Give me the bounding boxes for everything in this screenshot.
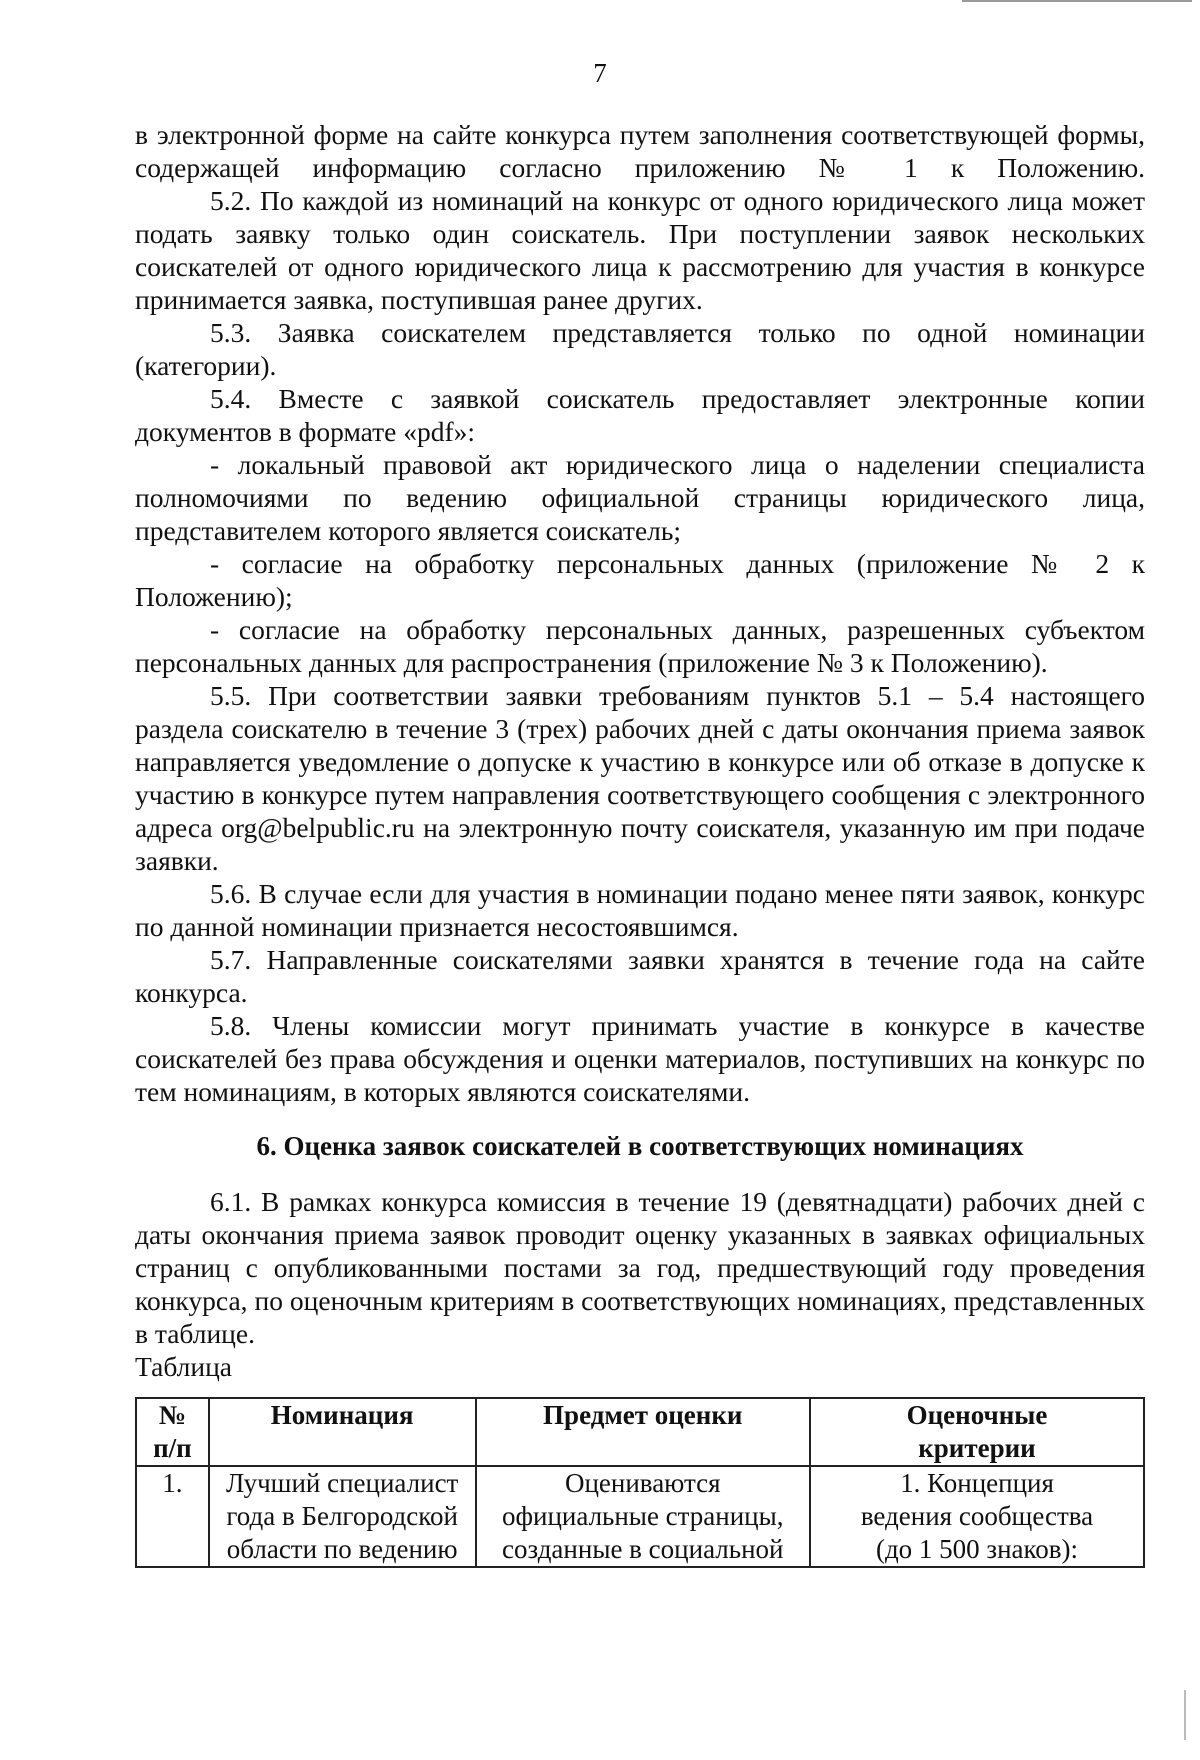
- table-header-row: [136, 1398, 1144, 1466]
- paragraph-5-8: 5.8. Члены комиссии могут принимать участие в конкурсе в качестве соискателей без права обсуждения и оценки материалов, поступивших на конкурс по тем номинациям, в которых являются соискателями.: [135, 1010, 1145, 1107]
- header-criteria: [810, 1398, 1144, 1466]
- criteria-line: 1. Концепция: [900, 1468, 1054, 1498]
- paragraph-5-6: 5.6. В случае если для участия в номинации подано менее пяти заявок, конкурс по данной номинации признается несостоявшимся.: [135, 878, 1145, 942]
- section-title: 6. Оценка заявок соискателей в соответствующих номинациях: [256, 1131, 1024, 1161]
- table-caption: Таблица: [135, 1351, 232, 1382]
- row-number: 1.: [136, 1466, 209, 1567]
- paragraph-5-7: 5.7. Направленные соискателями заявки хранятся в течение года на сайте конкурса.: [135, 944, 1145, 1008]
- row-subject: [476, 1466, 810, 1567]
- header-number-line1: №: [158, 1400, 186, 1430]
- header-number: [136, 1398, 209, 1466]
- list-item-consent-distribution: - согласие на обработку персональных данных, разрешенных субъектом персональных данных для распространения (приложение № 3 к Положению).: [135, 614, 1145, 678]
- row-nomination: [209, 1466, 476, 1567]
- list-item-consent-personal-data: - согласие на обработку персональных данных (приложение № 2 к Положению);: [135, 548, 1145, 612]
- header-number-line2: п/п: [153, 1433, 192, 1463]
- header-criteria-line1: Оценочные: [906, 1400, 1048, 1430]
- paragraph-5-4: 5.4. Вместе с заявкой соискатель предоставляет электронные копии документов в формате «pdf»:: [135, 383, 1145, 447]
- scan-edge-mark: [962, 0, 1192, 2]
- subject-line: созданные в социальной: [502, 1534, 784, 1564]
- paragraph-5-3: 5.3. Заявка соискателем представляется только по одной номинации (категории).: [135, 317, 1145, 381]
- paragraph-5-1-continuation: в электронной форме на сайте конкурса путем заполнения соответствующей формы, содержащей информацию согласно приложению № 1 к Положению.: [135, 119, 1145, 183]
- criteria-line: (до 1 500 знаков):: [875, 1534, 1079, 1564]
- nomination-line: Лучший специалист: [225, 1468, 459, 1498]
- criteria-line: ведения сообщества: [860, 1501, 1094, 1531]
- paragraph-6-1: 6.1. В рамках конкурса комиссия в течение 19 (девятнадцати) рабочих дней с даты окончания приема заявок проводит оценку указанных в заявках официальных страниц с опубликованными постами за год, предшествующий году проведения конкурса, по оценочным критериям в соответствующих номинациях, представленных в таблице.: [135, 1186, 1145, 1349]
- row-criteria: [810, 1466, 1144, 1567]
- nomination-line: области по ведению: [226, 1534, 458, 1564]
- header-subject: Предмет оценки: [476, 1398, 810, 1466]
- page-number: 7: [593, 58, 607, 88]
- document-body: [135, 118, 1145, 1568]
- evaluation-table: [135, 1397, 1145, 1568]
- paragraph-5-5: 5.5. При соответствии заявки требованиям пунктов 5.1 – 5.4 настоящего раздела соискателю в течение 3 (трех) рабочих дней с даты окончания приема заявок направляется уведомление о допуске к участию в конкурсе или об отказе в допуске к участию в конкурсе путем направления соответствующего сообщения с электронного адреса org@belpublic.ru на электронную почту соискателя, указанную им при подаче заявки.: [135, 680, 1145, 876]
- paragraph-5-2: 5.2. По каждой из номинаций на конкурс от одного юридического лица может подать заявку только один соискатель. При поступлении заявок нескольких соискателей от одного юридического лица к рассмотрению для участия в конкурсе принимается заявка, поступившая ранее других.: [135, 185, 1145, 315]
- subject-line: официальные страницы,: [502, 1501, 784, 1531]
- scan-side-mark: [1184, 1690, 1186, 1740]
- header-criteria-line2: критерии: [918, 1433, 1036, 1463]
- header-nomination: Номинация: [209, 1398, 476, 1466]
- nomination-line: года в Белгородской: [226, 1501, 458, 1531]
- list-item-legal-act: - локальный правовой акт юридического лица о наделении специалиста полномочиями по ведению официальной страницы юридического лица, представителем которого является соискатель;: [135, 449, 1145, 546]
- subject-line: Оцениваются: [564, 1468, 721, 1498]
- table-row: [136, 1466, 1144, 1567]
